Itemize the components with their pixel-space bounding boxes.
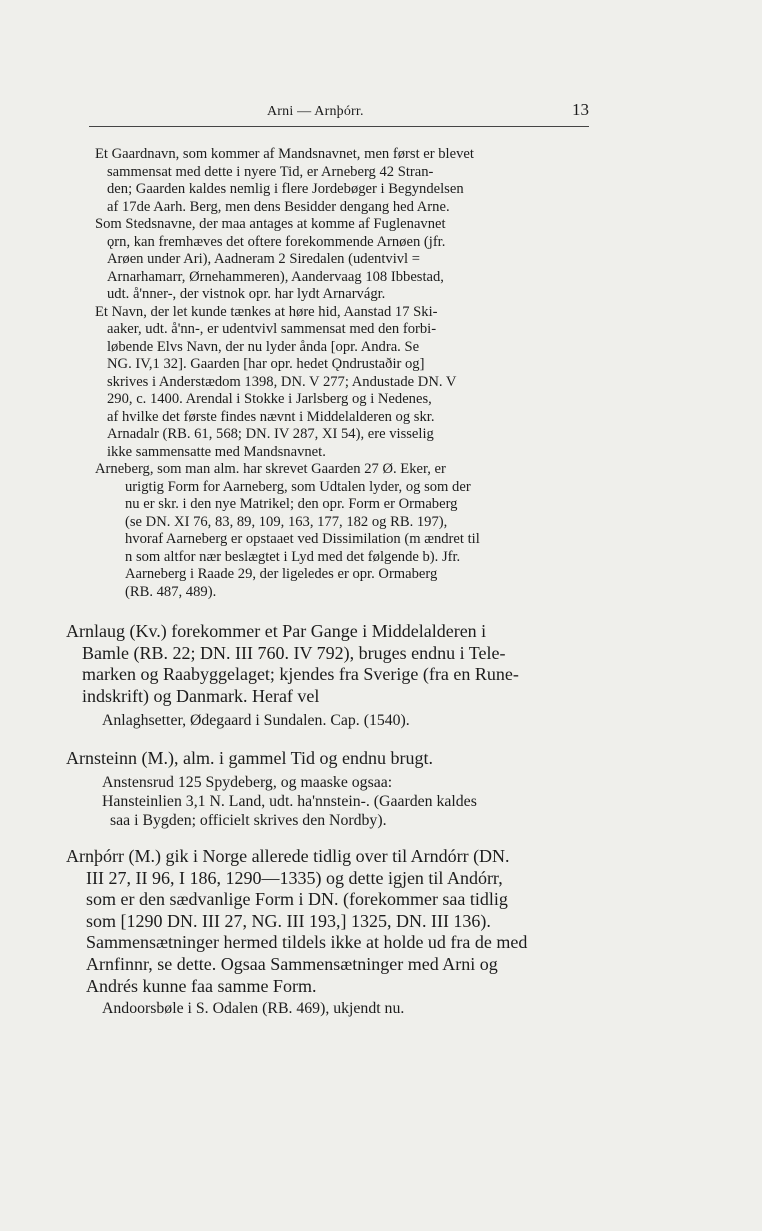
- text-line: Arnadalr (RB. 61, 568; DN. IV 287, XI 54), ere visselig: [107, 426, 434, 443]
- text-line: Anlaghsetter, Ødegaard i Sundalen. Cap. (1540).: [102, 712, 410, 729]
- text-line: Arøen under Ari), Aadneram 2 Siredalen (udentvivl =: [107, 251, 420, 268]
- entry-anstensrud: [102, 774, 592, 831]
- text-line: den; Gaarden kaldes nemlig i flere Jordebøger i Begyndelsen: [107, 181, 464, 198]
- running-head: Arni — Arnþórr.: [267, 104, 364, 119]
- text-line: III 27, II 96, I 186, 1290—1335) og dette igjen til Andórr,: [86, 867, 503, 888]
- text-line: Arnarhamarr, Ørnehammeren), Aandervaag 108 Ibbestad,: [107, 268, 444, 285]
- text-line: Bamle (RB. 22; DN. III 760. IV 792), bruges endnu i Tele-: [82, 642, 506, 663]
- text-line: n som altfor nær beslægtet i Lyd med det følgende b). Jfr.: [125, 548, 461, 565]
- text-line: Anstensrud 125 Spydeberg, og maaske ogsaa:: [102, 774, 393, 791]
- text-line: Arnsteinn (M.), alm. i gammel Tid og endnu brugt.: [66, 748, 433, 768]
- text-line: hvoraf Aarneberg er opstaaet ved Dissimilation (m ændret til: [125, 531, 480, 548]
- text-line: Arnfinnr, se dette. Ogsaa Sammensætninger med Arni og: [86, 953, 498, 974]
- text-line: Hansteinlien 3,1 N. Land, udt. ha'nnstein-. (Gaarden kaldes: [102, 792, 477, 810]
- entry-arnthorr: [66, 846, 596, 997]
- text-line: udt. å'nner-, der vistnok opr. har lydt Arnarvágr.: [107, 286, 386, 303]
- text-line: Arnlaug (Kv.) forekommer et Par Gange i Middelalderen i: [66, 621, 487, 641]
- text-line: Et Gaardnavn, som kommer af Mandsnavnet, men først er blevet: [95, 146, 474, 162]
- text-line: urigtig Form for Aarneberg, som Udtalen lyder, og som der: [125, 478, 471, 495]
- entry-arnsteinn: [66, 748, 596, 770]
- text-line: (RB. 487, 489).: [125, 583, 217, 600]
- text-line: indskrift) og Danmark. Heraf vel: [82, 685, 320, 706]
- text-line: marken og Raabyggelaget; kjendes fra Sverige (fra en Rune-: [82, 664, 519, 685]
- entry-arneberg-intro: [95, 146, 590, 601]
- text-line: Andoorsbøle i S. Odalen (RB. 469), ukjendt nu.: [102, 1000, 405, 1017]
- text-line: NG. IV,1 32]. Gaarden [har opr. hedet Ǫndrustaðir og]: [107, 356, 425, 373]
- entry-anlaghsetter: [102, 712, 582, 731]
- text-line: ikke sammensatte med Mandsnavnet.: [107, 443, 326, 460]
- text-line: af hvilke det første findes nævnt i Middelalderen og skr.: [107, 408, 435, 425]
- text-line: saa i Bygden; officielt skrives den Nordby).: [110, 811, 387, 829]
- text-line: Sammensætninger hermed tildels ikke at holde ud fra de med: [86, 932, 528, 953]
- text-line: Et Navn, der let kunde tænkes at høre hid, Aanstad 17 Ski-: [95, 303, 438, 320]
- text-line: aaker, udt. å'nn-, er udentvivl sammensat med den forbi-: [107, 321, 437, 338]
- text-line: Arneberg, som man alm. har skrevet Gaarden 27 Ø. Eker, er: [95, 461, 446, 478]
- text-line: som er den sædvanlige Form i DN. (forekommer saa tidlig: [86, 889, 508, 910]
- text-line: løbende Elvs Navn, der nu lyder ånda [opr. Andra. Se: [107, 338, 420, 355]
- entry-andoorsbole: [102, 1000, 582, 1019]
- text-line: Arnþórr (M.) gik i Norge allerede tidlig over til Arndórr (DN.: [66, 846, 510, 866]
- text-line: skrives i Anderstædom 1398, DN. V 277; Andustade DN. V: [107, 373, 457, 390]
- text-line: nu er skr. i den nye Matrikel; den opr. Form er Ormaberg: [125, 496, 458, 513]
- text-line: 290, c. 1400. Arendal i Stokke i Jarlsberg og i Nedenes,: [107, 391, 432, 408]
- text-line: ǫrn, kan fremhæves det oftere forekommende Arnøen (jfr.: [107, 233, 446, 250]
- entry-arnlaug: [66, 621, 596, 707]
- text-line: af 17de Aarh. Berg, men dens Besidder dengang hed Arne.: [107, 198, 450, 215]
- running-header: [89, 100, 589, 127]
- page-number: 13: [572, 100, 589, 119]
- text-line: Andrés kunne faa samme Form.: [86, 975, 317, 996]
- text-line: sammensat med dette i nyere Tid, er Arneberg 42 Stran-: [107, 163, 434, 180]
- text-line: Som Stedsnavne, der maa antages at komme af Fuglenavnet: [95, 216, 446, 233]
- text-line: (se DN. XI 76, 83, 89, 109, 163, 177, 182 og RB. 197),: [125, 513, 448, 530]
- text-line: Aarneberg i Raade 29, der ligeledes er opr. Ormaberg: [125, 566, 438, 583]
- text-line: som [1290 DN. III 27, NG. III 193,] 1325, DN. III 136).: [86, 910, 491, 931]
